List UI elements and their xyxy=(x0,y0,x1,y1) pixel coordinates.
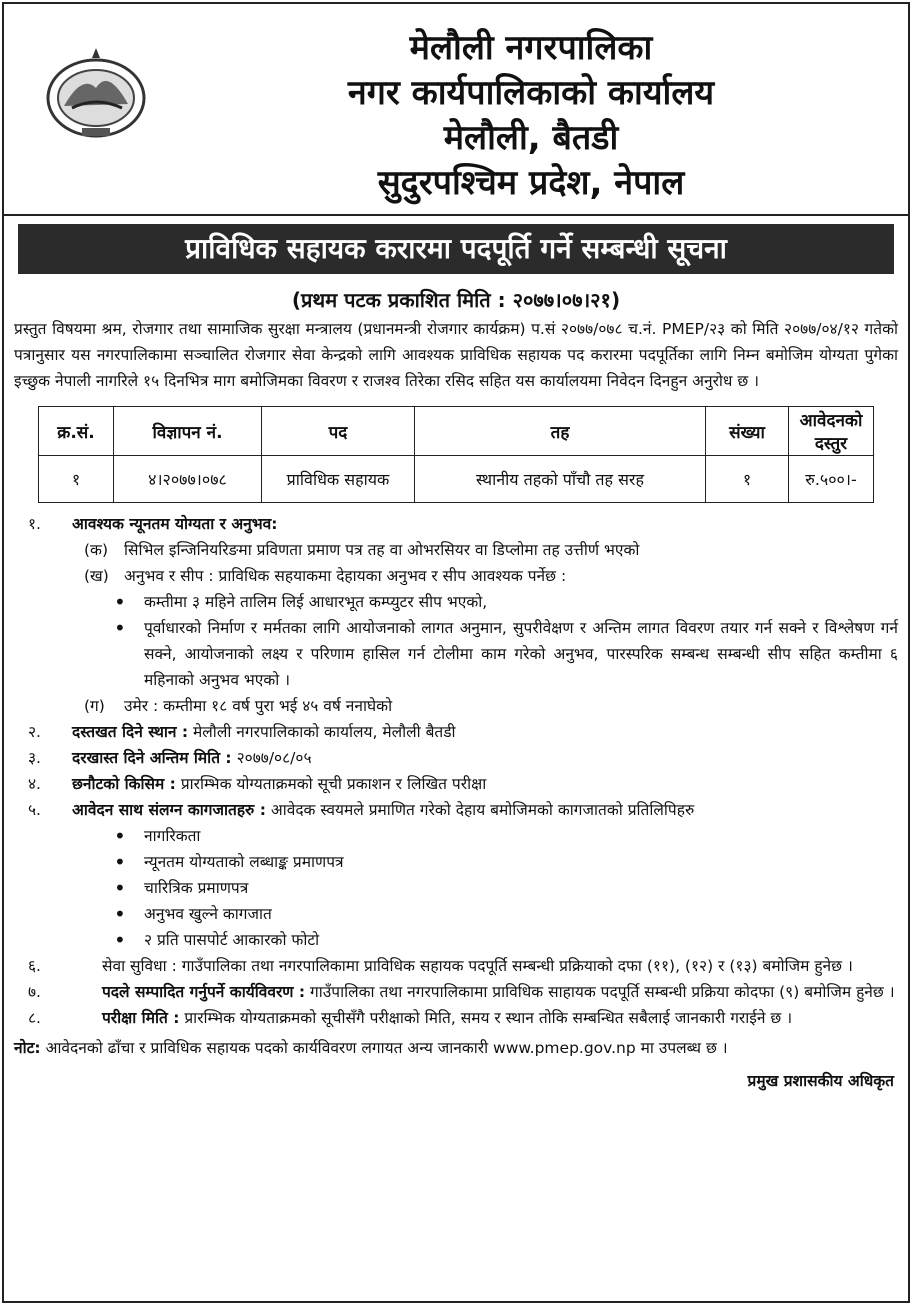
publication-date: (प्रथम पटक प्रकाशित मिति : २०७७।०७।२१) xyxy=(291,288,621,312)
section-text: गाउँपालिका तथा नगरपालिकामा प्राविधिक साहायक पदपूर्ति सम्बन्धी प्रक्रिया कोदफा (९) बमोजिम हुनेछ । xyxy=(310,983,895,1001)
section-text: प्रारम्भिक योग्यताक्रमको सूची प्रकाशन र लिखित परीक्षा xyxy=(180,775,487,793)
note-text: आवेदनको ढाँचा र प्राविधिक सहायक पदको कार्यविवरण लगायत अन्य जानकारी www.pmep.gov.np मा उपलब्ध छ । xyxy=(45,1039,728,1057)
section-4 xyxy=(14,771,898,797)
list-item-text: न्यूनतम योग्यताको लब्धाङ्क प्रमाणपत्र xyxy=(144,853,344,871)
notice-title-banner: प्राविधिक सहायक करारमा पदपूर्ति गर्ने सम्बन्धी सूचना xyxy=(18,224,894,274)
subsection-text: अनुभव र सीप : प्राविधिक सहयाकमा देहायका अनुभव र सीप आवश्यक पर्नेछ : xyxy=(124,567,567,585)
section-number: २. xyxy=(28,723,41,741)
section-title: आवश्यक न्यूनतम योग्यता र अनुभव: xyxy=(72,515,278,533)
subsection-ka xyxy=(14,537,898,563)
column-header: विज्ञापन नं. xyxy=(114,407,262,456)
footer-note xyxy=(14,1035,898,1061)
nepal-government-emblem-icon xyxy=(42,44,150,144)
section-7 xyxy=(14,979,898,1005)
bullet-icon: • xyxy=(114,902,126,926)
section-text: मेलौली नगरपालिकाको कार्यालय, मेलौली बैतडी xyxy=(193,723,456,741)
subsection-text: सिभिल इन्जिनियरिङमा प्रविणता प्रमाण पत्र तह वा ओभरसियर वा डिप्लोमा तह उत्तीर्ण भएको xyxy=(124,541,640,559)
subsection-text: उमेर : कम्तीमा १८ वर्ष पुरा भई ४५ वर्ष ननाघेको xyxy=(124,697,393,715)
section-1 xyxy=(14,511,898,537)
subsection-label: (ग) xyxy=(84,697,105,715)
intro-paragraph: प्रस्तुत विषयमा श्रम, रोजगार तथा सामाजिक सुरक्षा मन्त्रालय (प्रधानमन्त्री रोजगार कार्यक्रम) प.सं २०७७/०७८ च.नं. PMEP/२३ को मिति २०७७/०४/१२ गतेको पत्रानुसार यस नगरपालिकामा सञ्चालित रोजगार सेवा केन्द्रको लागि आवश्यक प्राविधिक सहायक पद करारमा पदपूर्तिका लागि निम्न बमोजिम योग्यता पुगेका इच्छुक नेपाली नागरिले १५ दिनभित्र माग बमोजिमका विवरण र राजश्व तिरेका रसिद सहित यस कार्यालयमा निवेदन दिनहुन अनुरोध छ । xyxy=(14,320,898,390)
table-header-row xyxy=(39,407,874,456)
vacancy-table xyxy=(38,406,874,503)
column-header: क्र.सं. xyxy=(39,407,114,456)
section-5 xyxy=(14,797,898,823)
documents-bullet-list xyxy=(14,823,898,953)
section-title: आवेदन साथ संलग्न कागजातहरु : xyxy=(72,801,266,819)
list-item xyxy=(114,875,898,901)
province-country: सुदुरपश्चिम प्रदेश, नेपाल xyxy=(377,163,685,203)
section-title: छनौटको किसिम : xyxy=(72,775,176,793)
section-title: दस्तखत दिने स्थान : xyxy=(72,723,189,741)
table-cell: रु.५००।- xyxy=(789,456,874,503)
list-item xyxy=(114,927,898,953)
subsection-label: (ख) xyxy=(84,567,109,585)
office-titles xyxy=(154,26,908,206)
section-number: ६. xyxy=(28,957,41,975)
table-row xyxy=(39,456,874,503)
bullet-icon: • xyxy=(114,850,126,874)
section-text: सेवा सुविधा : गाउँपालिका तथा नगरपालिकामा प्राविधिक सहायक पदपूर्ति सम्बन्धी प्रक्रियाको दफा (११), (१२) र (१३) बमोजिम हुनेछ । xyxy=(102,957,853,975)
section-3 xyxy=(14,745,898,771)
bullet-icon: • xyxy=(114,876,126,900)
section-title: परीक्षा मिति : xyxy=(102,1009,180,1027)
notice-page xyxy=(2,2,910,1303)
column-header: आवेदनको दस्तुर xyxy=(789,407,874,456)
section-2 xyxy=(14,719,898,745)
section-text: प्रारम्भिक योग्यताक्रमको सूचीसँगै परीक्षाको मिति, समय र स्थान तोकि सम्बन्धित सबैलाई जानकारी गराईने छ । xyxy=(184,1009,793,1027)
subsection-kha xyxy=(14,563,898,589)
subsection-label: (क) xyxy=(84,541,108,559)
list-item xyxy=(114,589,898,615)
section-number: ४. xyxy=(28,775,41,793)
section-title: पदले सम्पादित गर्नुपर्ने कार्यविवरण : xyxy=(102,983,306,1001)
list-item-text: कम्तीमा ३ महिने तालिम लिई आधारभूत कम्प्युटर सीप भएको, xyxy=(144,593,488,611)
table-cell: स्थानीय तहको पाँचौ तह सरह xyxy=(415,456,706,503)
column-header: पद xyxy=(262,407,415,456)
section-title: दरखास्त दिने अन्तिम मिति : xyxy=(72,749,232,767)
section-number: ८. xyxy=(28,1009,41,1027)
table-cell: १ xyxy=(39,456,114,503)
table-cell: प्राविधिक सहायक xyxy=(262,456,415,503)
skill-bullet-list xyxy=(14,589,898,693)
list-item xyxy=(114,849,898,875)
list-item-text: नागरिकता xyxy=(144,827,201,845)
office-name: नगर कार्यपालिकाको कार्यालय xyxy=(347,73,715,113)
list-item xyxy=(114,901,898,927)
bullet-icon: • xyxy=(114,928,126,952)
subsection-ga xyxy=(14,693,898,719)
section-text: २०७७/०८/०५ xyxy=(236,749,312,767)
column-header: तह xyxy=(415,407,706,456)
list-item-text: चारित्रिक प्रमाणपत्र xyxy=(144,879,249,897)
column-header: संख्या xyxy=(706,407,789,456)
note-label: नोट: xyxy=(14,1039,41,1057)
bullet-icon: • xyxy=(114,616,126,640)
section-text: आवेदक स्वयमले प्रमाणित गरेको देहाय बमोजिमको कागजातको प्रतिलिपिहरु xyxy=(270,801,695,819)
bullet-icon: • xyxy=(114,590,126,614)
section-number: ५. xyxy=(28,801,41,819)
section-number: ७. xyxy=(28,983,41,1001)
list-item-text: अनुभव खुल्ने कागजात xyxy=(144,905,272,923)
section-number: ३. xyxy=(28,749,41,767)
list-item-text: पूर्वाधारको निर्माण र मर्मतका लागि आयोजनाको लागत अनुमान, सुपरीवेक्षण र अन्तिम लागत विवरण तयार गर्न सक्ने र विश्लेषण गर्न सक्ने, आयोजनाको लक्ष्य र परिणाम हासिल गर्न टोलीमा काम गरेको अनुभव, पारस्परिक सम्बन्ध सम्बन्धी सीप सहित कम्तीमा ६ महिनाको अनुभव भएको । xyxy=(144,619,898,689)
table-cell: १ xyxy=(706,456,789,503)
bullet-icon: • xyxy=(114,824,126,848)
list-item-text: २ प्रति पासपोर्ट आकारको फोटो xyxy=(144,931,320,949)
municipality-name: मेलौली नगरपालिका xyxy=(409,28,653,68)
section-8 xyxy=(14,1005,898,1031)
signature-title: प्रमुख प्रशासकीय अधिकृत xyxy=(747,1072,894,1090)
letterhead xyxy=(4,4,908,216)
list-item xyxy=(114,823,898,849)
section-6 xyxy=(14,953,898,979)
table-cell: ४।२०७७।०७८ xyxy=(114,456,262,503)
list-item xyxy=(114,615,898,693)
section-number: १. xyxy=(28,515,41,533)
notice-sections xyxy=(14,511,898,1031)
office-location: मेलौली, बैतडी xyxy=(443,118,619,158)
